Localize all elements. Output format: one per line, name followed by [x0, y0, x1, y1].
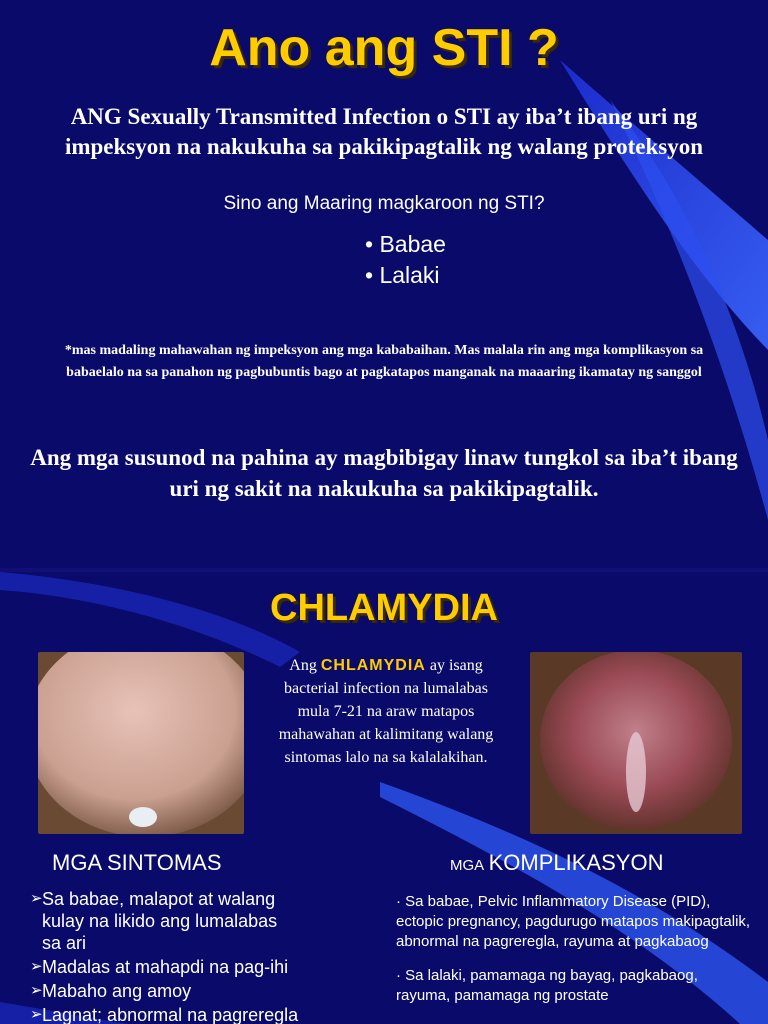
complications-list — [396, 892, 756, 1020]
arrow-bullet-icon: ➢ — [30, 958, 43, 975]
symptoms-list — [30, 888, 298, 1024]
list-item: kulay na likido ang lumalabas — [42, 911, 278, 931]
symptoms-heading: MGA SINTOMAS — [52, 850, 222, 875]
list-item: sa ari — [42, 933, 87, 953]
intro-paragraph: ANG Sexually Transmitted Infection o STI ay iba’t ibang uri ng impeksyon na nakukuha sa pakikipagtalik ng walang proteksyon — [64, 104, 704, 159]
desc-prefix: Ang — [289, 657, 317, 674]
list-item: ➢ Sa babae, malapot at walang — [30, 889, 276, 909]
complications-heading-large: KOMPLIKASYON — [488, 850, 664, 875]
clinical-photo-female — [530, 652, 742, 834]
chlamydia-description — [270, 654, 502, 769]
complication-female: · Sa babae, Pelvic Inflammatory Disease (PID), ectopic pregnancy, pagdurugo matapos makipagtalik, abnormal na pagreregla, rayuma at pagkabaog — [396, 893, 751, 950]
bullet-babae: • Babae — [365, 231, 446, 257]
complications-heading-small: MGA — [450, 857, 485, 874]
desc-body: ay isang bacterial infection na lumalabas mula 7-21 na araw matapos mahawahan at kalimitang walang sintomas lalo na sa kalalakihan. — [278, 657, 494, 766]
complications-heading — [450, 850, 663, 876]
bullet-lalaki: • Lalaki — [365, 262, 440, 288]
arrow-bullet-icon: ➢ — [30, 1006, 43, 1023]
closing-paragraph: Ang mga susunod na pahina ay magbibigay linaw tungkol sa iba’t ibang uri ng sakit na nakukuha sa pakikipagtalik. — [30, 445, 738, 501]
complication-male: · Sa lalaki, pamamaga ng bayag, pagkabaog, rayuma, pamamaga ng prostate — [396, 967, 698, 1004]
list-item: ➢ Madalas at mahapdi na pag-ihi — [30, 957, 289, 977]
slide-title: CHLAMYDIA — [270, 587, 498, 629]
footnote: *mas madaling mahawahan ng impeksyon ang mga kababaihan. Mas malala rin ang mga komplikasyon sa babaelalo na sa panahon ng pagbubuntis bago at pagkatapos manganak na maaaring ikamatay ng sanggol — [64, 343, 704, 380]
arrow-bullet-icon: ➢ — [30, 982, 43, 999]
clinical-photo-male — [38, 652, 244, 834]
desc-term: CHLAMYDIA — [320, 657, 426, 674]
list-item: ➢ Lagnat; abnormal na pagreregla — [30, 1005, 299, 1024]
list-item: ➢ Mabaho ang amoy — [30, 981, 192, 1001]
slide-title: Ano ang STI ? — [209, 19, 559, 77]
question-heading: Sino ang Maaring magkaroon ng STI? — [223, 193, 545, 214]
arrow-bullet-icon: ➢ — [30, 890, 43, 907]
slide-chlamydia — [0, 572, 768, 1024]
